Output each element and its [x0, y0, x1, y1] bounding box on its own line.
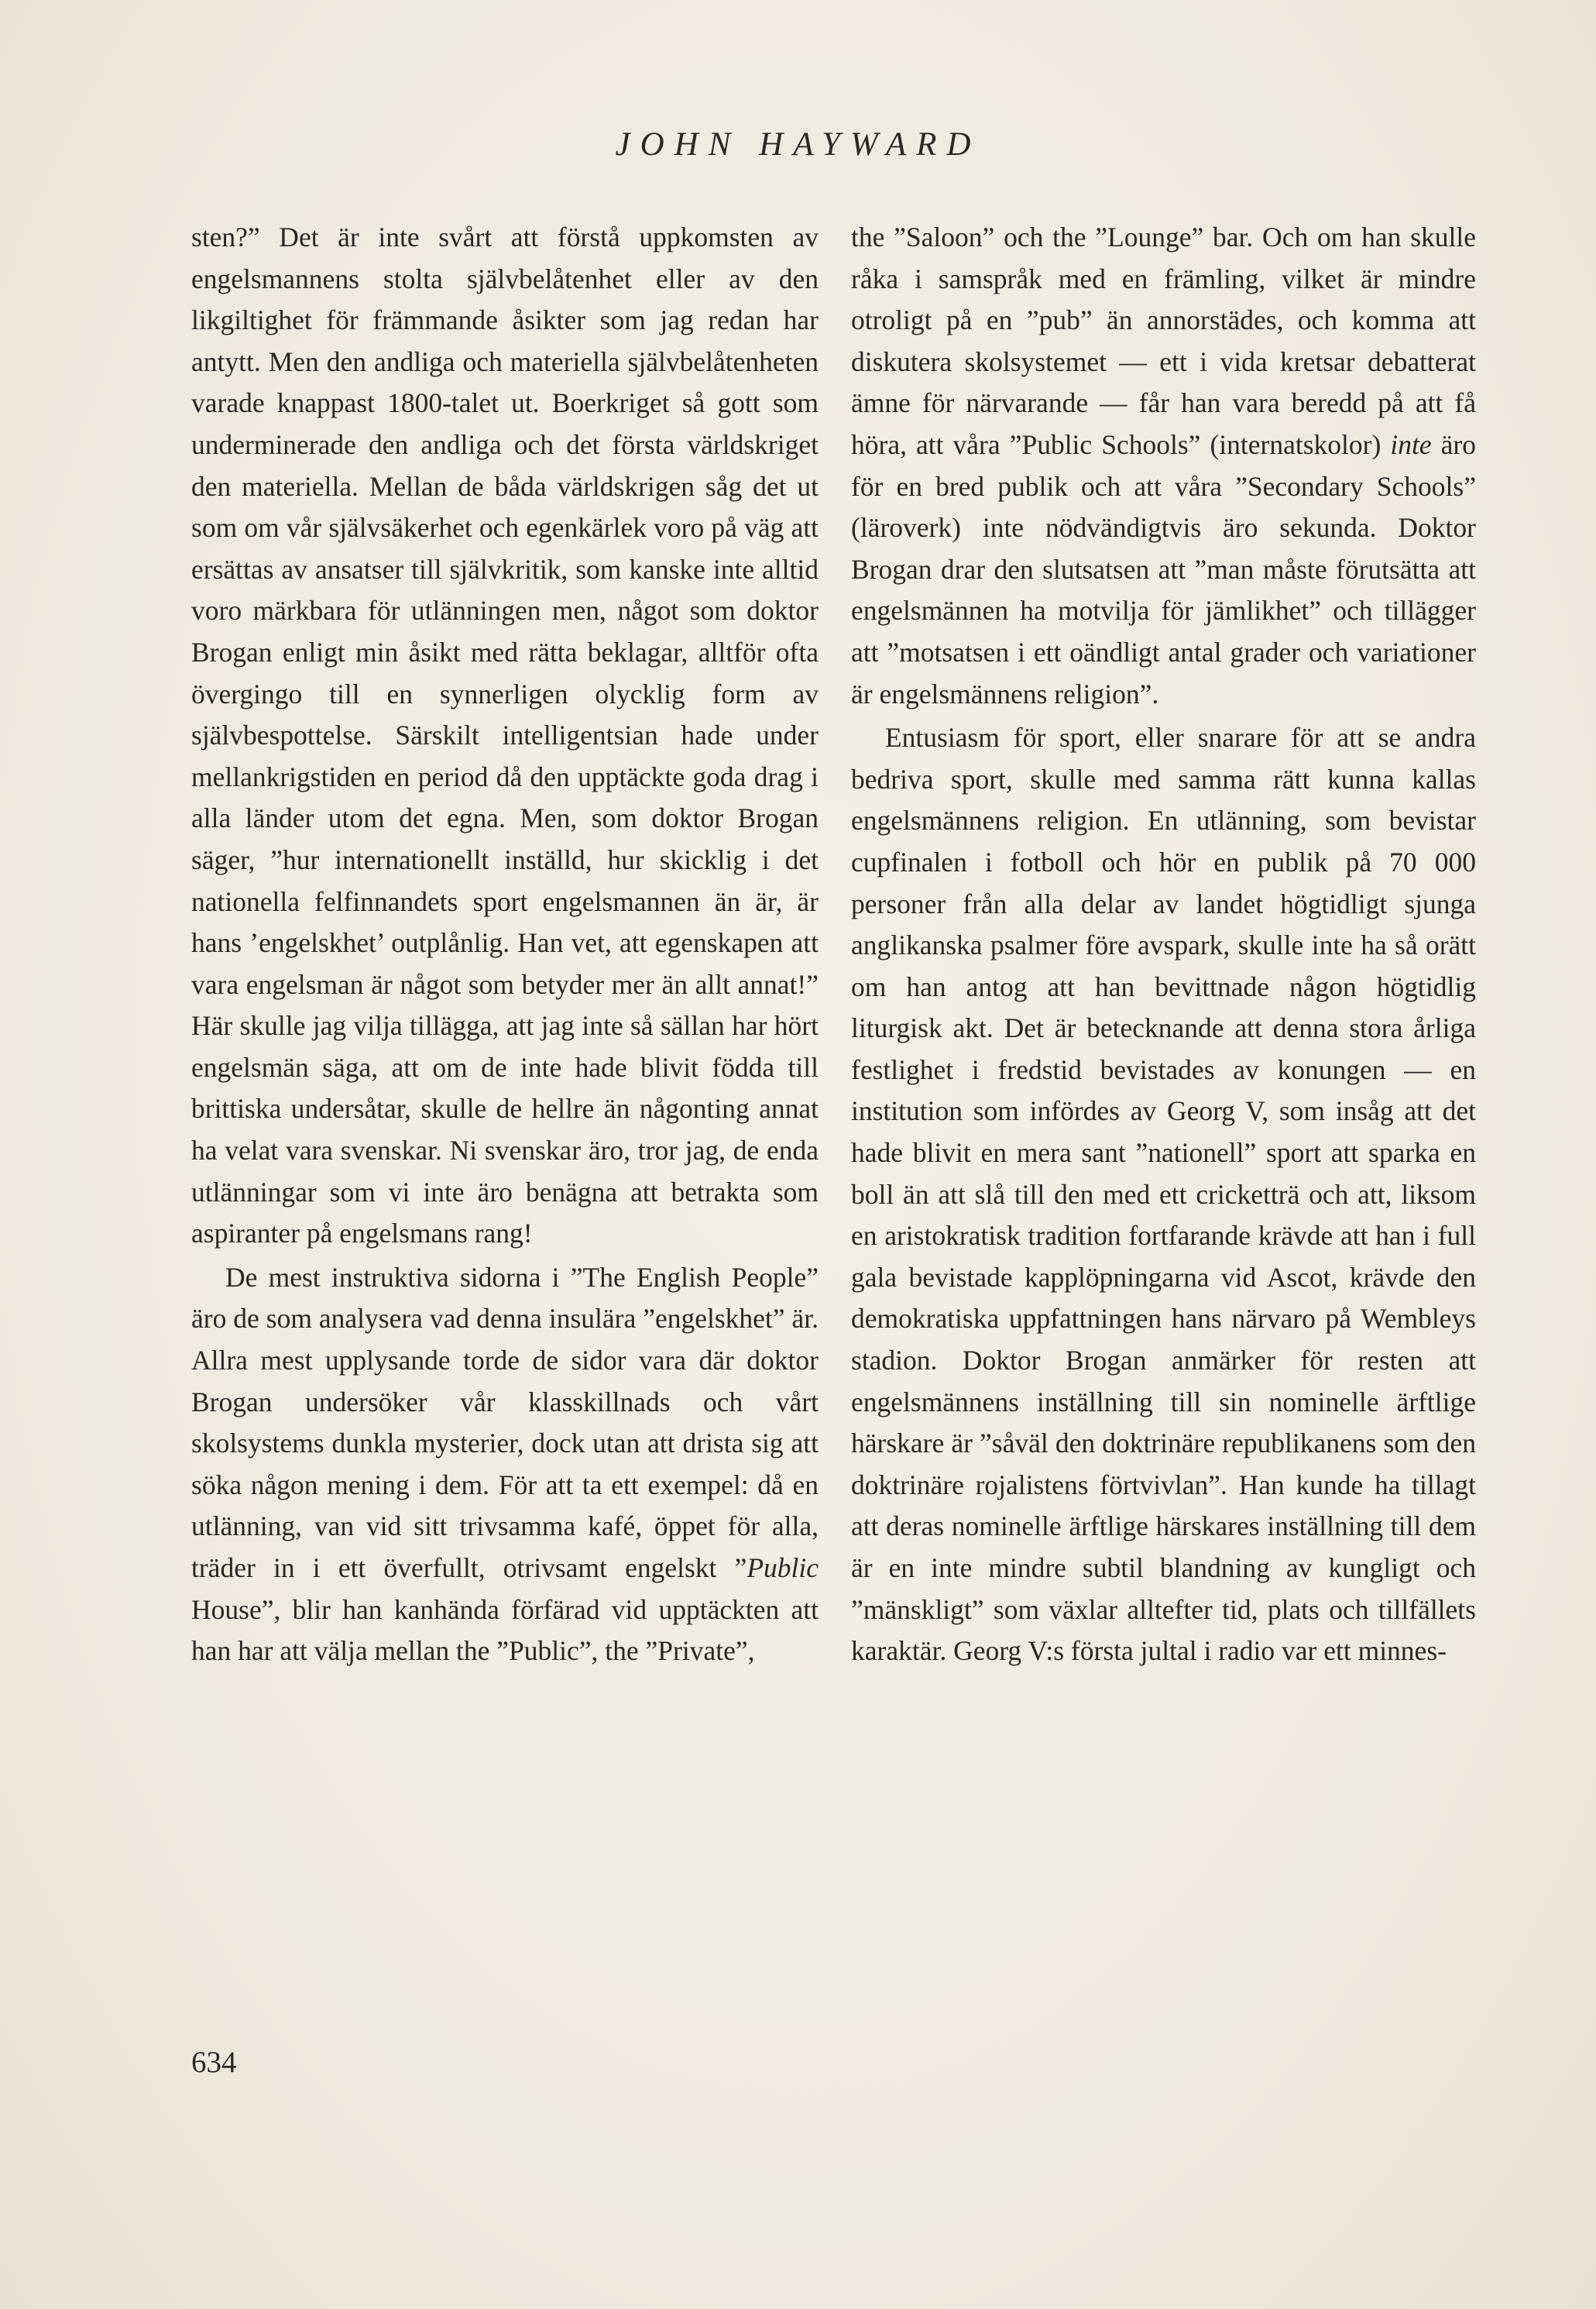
- page-number: 634: [191, 2046, 237, 2079]
- right-paragraph-1-italic: inte: [1390, 428, 1432, 460]
- left-paragraph-2-text: De mest instruktiva sidorna i ”The English People” äro de som analysera vad denna insulära ”engelskhet” är. Allra mest upplysande torde de sidor vara där doktor Brogan undersöker vår klasskillnads och vårt skolsystems dunkla mysterier, dock utan att drista sig att söka någon mening i dem. För att ta ett exempel: då en utlänning, van vid sitt trivsamma kafé, öppet för alla, träder in i ett överfullt, otrivsamt engelskt ”: [191, 1261, 819, 1583]
- left-column: [191, 217, 819, 1672]
- right-paragraph-1-end: äro för en bred publik och att våra ”Secondary Schools” (läroverk) inte nödvändigtvis äro sekunda. Doktor Brogan drar den slutsatsen att ”man måste förutsätta att engelsmännen ha motvilja för jämlikhet” och tillägger att ”motsatsen i ett oändligt antal grader och variationer är engelsmännens religion”.: [851, 428, 1476, 710]
- running-header: JOHN HAYWARD: [615, 126, 981, 163]
- right-paragraph-2: Entusiasm för sport, eller snarare för att se andra bedriva sport, skulle med samma rätt kunna kallas engelsmännens religion. En utlänning, som bevistar cupfinalen i fotboll och hör en publik på 70 000 personer från alla delar av landet högtidligt sjunga anglikanska psalmer före avspark, skulle inte ha så orätt om han antog att han bevittnade någon högtidlig liturgisk akt. Det är betecknande att denna stora årliga festlighet i fredstid bevistades av konungen — en institution som infördes av Georg V, som insåg att det hade blivit en mera sant ”nationell” sport att sparka en boll än att slå till den med ett cricketträ och att, liksom en aristokratisk tradition fortfarande krävde att han i full gala bevistade kapplöpningarna vid Ascot, krävde den demokratiska uppfattningen hans närvaro på Wembleys stadion. Doktor Brogan anmärker för resten att engelsmännens inställning till sin nominelle ärftlige härskare är ”såväl den doktrinäre republikanens som den doktrinäre rojalistens förtvivlan”. Han kunde ha tillagt att deras nominelle ärftlige härskares inställning till dem är en inte mindre subtil blandning av kungligt och ”mänskligt” som växlar alltefter tid, plats och tillfällets karaktär. Georg V:s första jultal i radio var ett minnes-: [851, 722, 1476, 1667]
- left-paragraph-2-italic: Public: [747, 1552, 819, 1583]
- right-paragraph-1-text: the ”Saloon” och the ”Lounge” bar. Och om han skulle råka i samspråk med en främling, vilket är mindre otroligt på en ”pub” än annorstädes, och komma att diskutera skolsystemet — ett i vida kretsar debatterat ämne för närvarande — får han vara beredd på att få höra, att våra ”Public Schools” (internatskolor): [851, 222, 1476, 460]
- right-paragraph-1: [851, 217, 1476, 715]
- left-paragraph-1: sten?” Det är inte svårt att förstå uppkomsten av engelsmannens stolta självbelåtenhet eller av den likgiltighet för främmande åsikter som jag redan har antytt. Men den andliga och materiella självbelåtenheten varade knappast 1800-talet ut. Boerkriget så gott som underminerade den andliga och det första världskriget den materiella. Mellan de båda världskrigen såg det ut som om vår självsäkerhet och egenkärlek voro på väg att ersättas av ansatser till självkritik, som kanske inte alltid voro märkbara för utlänningen men, något som doktor Brogan enligt min åsikt med rätta beklagar, alltför ofta övergingo till en synnerligen olycklig form av självbespottelse. Särskilt intelligentsian hade under mellankrigstiden en period då den upptäckte goda drag i alla länder utom det egna. Men, som doktor Brogan säger, ”hur internationellt inställd, hur skicklig i det nationella felfinnandets sport engelsmannen än är, är hans ’engelskhet’ outplånlig. Han vet, att egenskapen att vara engelsman är något som betyder mer än allt annat!” Här skulle jag vilja tillägga, att jag inte så sällan har hört engelsmän säga, att om de inte hade blivit födda till brittiska undersåtar, skulle de hellre än någonting annat ha velat vara svenskar. Ni svenskar äro, tror jag, de enda utlänningar som vi inte äro benägna att betrakta som aspiranter på engelsmans rang!: [191, 222, 819, 1249]
- left-paragraph-2: [191, 1257, 819, 1672]
- right-column: [851, 217, 1476, 1672]
- left-paragraph-2-end: House”, blir han kanhända förfärad vid upptäckten att han har att välja mellan the ”Public”, the ”Private”,: [191, 1593, 819, 1667]
